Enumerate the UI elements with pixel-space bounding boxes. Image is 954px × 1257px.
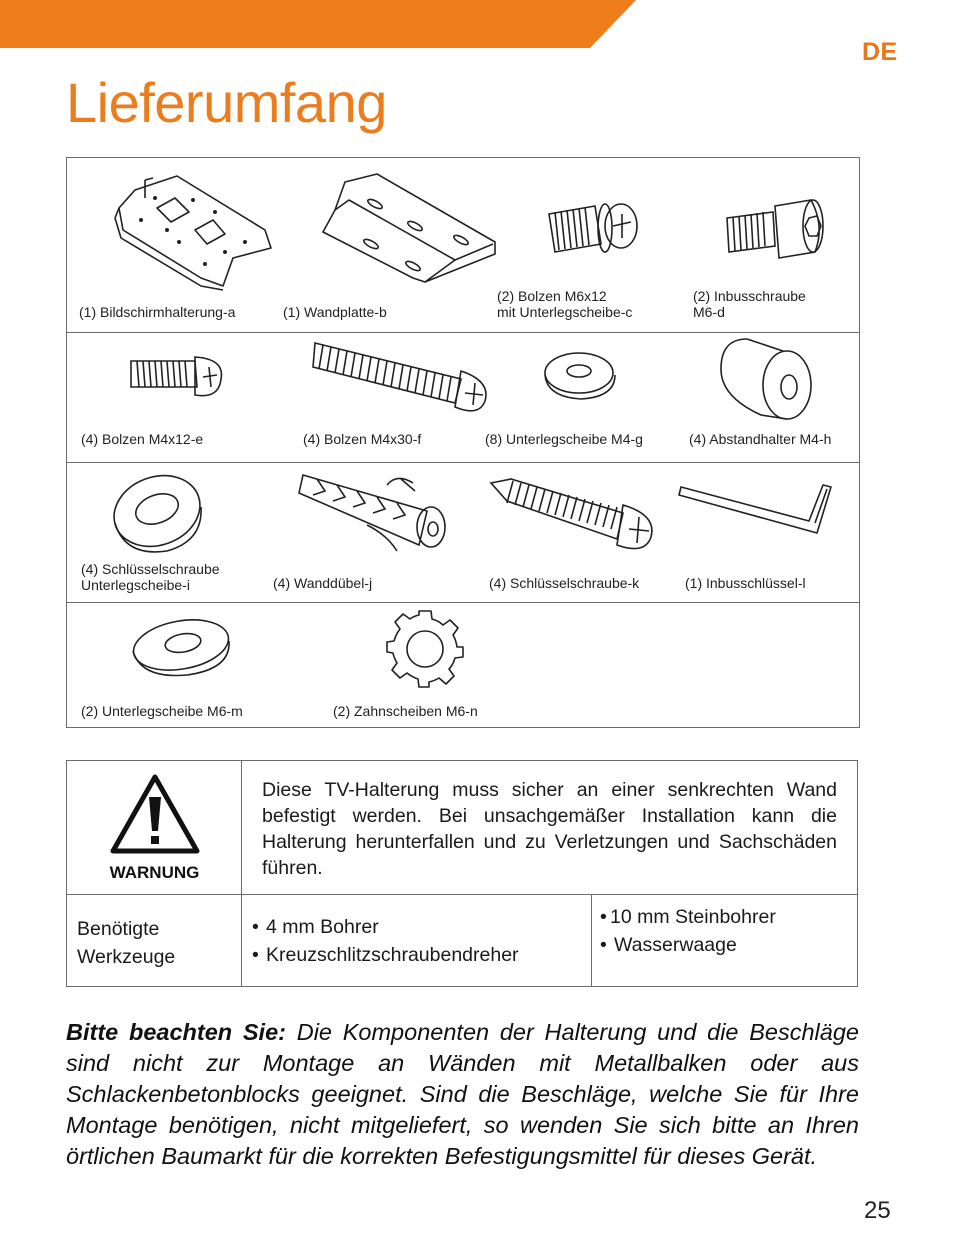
parts-row	[67, 333, 859, 463]
screen-bracket-icon	[105, 168, 285, 293]
part-spacer	[677, 333, 859, 462]
part-lag-washer	[67, 463, 267, 602]
part-wall-plate	[277, 158, 487, 332]
page-title: Lieferumfang	[66, 71, 387, 134]
tool-item: • Wasserwaage	[600, 934, 737, 956]
part-washer-m4	[477, 333, 677, 462]
wall-plate-icon	[305, 170, 505, 290]
part-label: (1) Bildschirmhalterung-a	[79, 304, 236, 320]
note-paragraph	[66, 1017, 859, 1172]
part-label: (4) Wanddübel-j	[273, 575, 373, 591]
note-lead: Bitte beachten Sie:	[66, 1019, 286, 1045]
spacer-icon	[717, 335, 817, 423]
part-label: (2) Bolzen M6x12 mit Unterlegscheibe-c	[497, 288, 633, 320]
part-washer-m6	[67, 603, 317, 727]
washer-m6-icon	[127, 615, 237, 685]
note-text: Die Komponenten der Halterung und die Beschläge sind nicht zur Montage an Wänden mit Metallbalken oder aus Schlackenbetonblocks geeignet. Sind die Beschläge, welche Sie für Ihre Montage benötigen, nicht mitgeliefert, so wenden Sie sich bitte an Ihren örtlichen Baumarkt für die korrekten Befestigungsmittel für dieses Gerät.	[66, 1019, 859, 1169]
part-allen-key	[677, 463, 859, 602]
part-label: (4) Bolzen M4x12-e	[81, 431, 204, 447]
part-label: (2) Unterlegscheibe M6-m	[81, 703, 243, 719]
part-label: (4) Bolzen M4x30-f	[303, 431, 422, 447]
long-bolt-icon	[311, 337, 501, 417]
parts-row	[67, 158, 859, 333]
part-long-bolt	[287, 333, 477, 462]
tooth-washer-icon	[385, 607, 465, 687]
wall-anchor-icon	[297, 465, 467, 557]
part-label: (4) Schlüsselschraube-k	[489, 575, 640, 591]
warning-text-cell	[242, 761, 857, 895]
tools-label: Benötigte Werkzeuge	[77, 918, 176, 968]
warning-tools-table	[66, 760, 858, 987]
part-short-bolt	[67, 333, 287, 462]
part-label: (1) Wandplatte-b	[283, 304, 387, 320]
lag-washer-icon	[107, 471, 207, 561]
tools-list-a	[242, 895, 592, 986]
warning-triangle-icon	[109, 773, 201, 855]
page-number: 25	[864, 1197, 891, 1224]
bolt-washer-icon	[543, 192, 643, 262]
tools-list-b	[592, 895, 857, 986]
part-bolt-washer	[487, 158, 687, 332]
part-tooth-washer	[317, 603, 537, 727]
part-label: (2) Zahnscheiben M6-n	[333, 703, 478, 719]
tool-item: • 4 mm Bohrer	[252, 916, 379, 938]
allen-key-icon	[677, 477, 837, 547]
parts-grid	[66, 157, 860, 728]
part-lag-screw	[477, 463, 677, 602]
lag-screw-icon	[489, 469, 669, 555]
short-bolt-icon	[129, 349, 229, 409]
part-wall-anchor	[267, 463, 477, 602]
part-hex-screw	[687, 158, 859, 332]
parts-row	[67, 603, 859, 727]
language-tag: DE	[862, 38, 898, 66]
tool-item: • Kreuzschlitzschraubendreher	[252, 944, 519, 966]
part-label: (4) Abstandhalter M4-h	[689, 431, 832, 447]
washer-icon	[541, 347, 621, 407]
warning-cell	[67, 761, 242, 895]
hex-socket-screw-icon	[721, 196, 831, 266]
header-banner	[0, 0, 954, 48]
part-label: (2) Inbusschraube M6-d	[693, 288, 806, 320]
part-screen-bracket	[67, 158, 277, 332]
tools-label-cell	[67, 895, 242, 986]
part-label: (8) Unterlegscheibe M4-g	[485, 431, 643, 447]
tool-item: • 10 mm Steinbohrer	[600, 906, 776, 928]
warning-text: Diese TV-Halterung muss sicher an einer senkrechten Wand befestigt werden. Bei unsachgemäßer Installation kann die Halterung herunterfallen und zu Verletzungen und Sachschäden führen.	[262, 779, 837, 879]
part-label: (4) Schlüsselschraube Unterlegscheibe-i	[81, 561, 220, 593]
part-label: (1) Inbusschlüssel-l	[685, 575, 806, 591]
parts-row	[67, 463, 859, 603]
warning-label: WARNUNG	[109, 863, 200, 882]
